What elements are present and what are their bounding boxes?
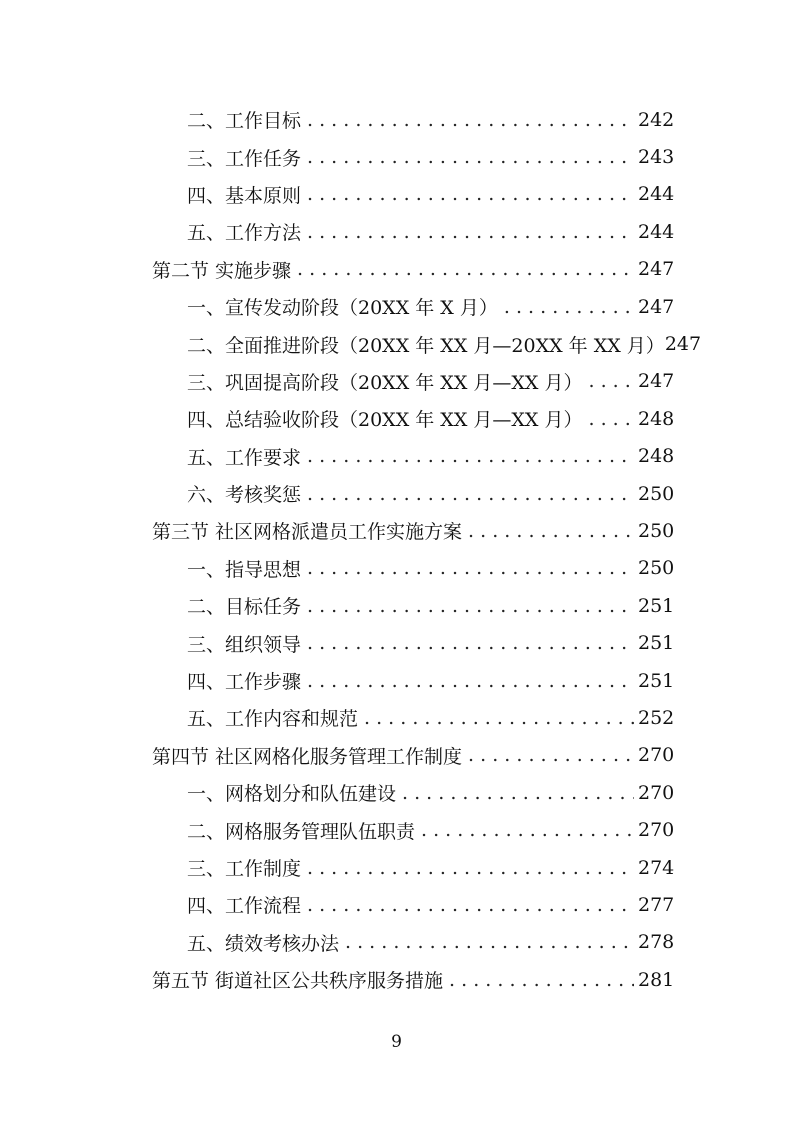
toc-entry[interactable] bbox=[0, 550, 793, 587]
toc-entry[interactable] bbox=[0, 176, 793, 213]
toc-entry-label: 第四节 社区网格化服务管理工作制度 bbox=[152, 745, 463, 768]
toc-dot-leader bbox=[307, 221, 634, 243]
toc-entry-label: 五、工作要求 bbox=[187, 446, 302, 469]
toc-entry[interactable] bbox=[0, 363, 793, 400]
toc-dot-leader bbox=[307, 146, 634, 168]
toc-dot-leader bbox=[297, 258, 634, 280]
toc-dot-leader bbox=[468, 744, 634, 766]
toc-entry-label: 一、指导思想 bbox=[187, 558, 302, 581]
toc-entry-page: 270 bbox=[638, 744, 675, 767]
toc-entry-page: 250 bbox=[638, 519, 675, 542]
toc-dot-leader bbox=[307, 857, 634, 879]
toc-dot-leader bbox=[449, 969, 634, 991]
toc-entry[interactable] bbox=[0, 288, 793, 325]
toc-entry-label: 第二节 实施步骤 bbox=[152, 259, 292, 282]
toc-dot-leader bbox=[589, 408, 635, 430]
toc-entry-page: 251 bbox=[638, 669, 675, 692]
toc-entry-label: 四、工作步骤 bbox=[187, 671, 302, 694]
toc-entry-label: 第三节 社区网格派遣员工作实施方案 bbox=[152, 521, 463, 544]
toc-entry-page: 252 bbox=[638, 706, 675, 729]
toc-dot-leader bbox=[307, 109, 634, 131]
toc-entry-label: 二、目标任务 bbox=[187, 596, 302, 619]
toc-entry[interactable] bbox=[0, 886, 793, 923]
toc-entry-page: 247 bbox=[664, 333, 702, 356]
toc-entry[interactable] bbox=[0, 400, 793, 437]
toc-entry-page: 251 bbox=[638, 594, 675, 617]
toc-entry-label: 六、考核奖惩 bbox=[187, 484, 302, 507]
toc-dot-leader bbox=[307, 632, 634, 654]
toc-entry[interactable] bbox=[0, 662, 793, 699]
toc-entry-page: 277 bbox=[638, 893, 675, 916]
toc-entry-page: 244 bbox=[638, 220, 675, 243]
toc-dot-leader bbox=[364, 707, 634, 729]
toc-entry-label: 三、巩固提高阶段（20XX 年 XX 月—XX 月） bbox=[187, 371, 583, 394]
toc-entry[interactable] bbox=[0, 475, 793, 512]
toc-entry[interactable] bbox=[0, 811, 793, 848]
toc-entry[interactable] bbox=[0, 325, 793, 362]
toc-entry-page: 278 bbox=[638, 931, 675, 954]
toc-dot-leader bbox=[504, 296, 634, 318]
toc-entry[interactable] bbox=[0, 101, 793, 138]
toc-entry[interactable] bbox=[0, 849, 793, 886]
toc-entry[interactable] bbox=[0, 699, 793, 736]
toc-dot-leader bbox=[307, 595, 634, 617]
toc-dot-leader bbox=[307, 183, 634, 205]
toc-entry-page: 248 bbox=[638, 407, 675, 430]
toc-dot-leader bbox=[421, 819, 634, 841]
toc-entry-page: 247 bbox=[638, 258, 675, 281]
toc-entry-label: 三、组织领导 bbox=[187, 633, 302, 656]
toc-entry-page: 247 bbox=[638, 295, 675, 318]
toc-entry-label: 一、宣传发动阶段（20XX 年 X 月） bbox=[187, 297, 498, 320]
toc-entry-page: 270 bbox=[638, 819, 675, 842]
toc-entry-page: 281 bbox=[638, 968, 675, 991]
toc-entry-label: 二、全面推进阶段（20XX 年 XX 月—20XX 年 XX 月） bbox=[187, 334, 665, 357]
toc-entry[interactable] bbox=[0, 924, 793, 961]
toc-entry-page: 243 bbox=[638, 146, 675, 169]
toc-entry-label: 三、工作任务 bbox=[187, 147, 302, 170]
toc-entry-label: 第五节 街道社区公共秩序服务措施 bbox=[152, 970, 444, 993]
toc-entry[interactable] bbox=[0, 213, 793, 250]
toc-entry-label: 四、工作流程 bbox=[187, 895, 302, 918]
toc-entry-page: 250 bbox=[638, 482, 675, 505]
page-number: 9 bbox=[391, 1032, 402, 1052]
toc-entry-label: 二、工作目标 bbox=[187, 110, 302, 133]
toc-entry-page: 244 bbox=[638, 183, 675, 206]
toc-section-entry[interactable] bbox=[0, 251, 793, 288]
toc-entry-label: 三、工作制度 bbox=[187, 858, 302, 880]
toc-dot-leader bbox=[468, 520, 634, 542]
toc-dot-leader bbox=[307, 894, 634, 916]
toc-dot-leader bbox=[345, 931, 634, 953]
toc-entry-page: 242 bbox=[638, 108, 675, 131]
toc-entry-page: 250 bbox=[638, 557, 675, 580]
toc-entry-page: 274 bbox=[638, 856, 675, 879]
toc-entry-label: 五、工作内容和规范 bbox=[187, 708, 359, 731]
toc-entry-label: 二、网格服务管理队伍职责 bbox=[187, 820, 416, 843]
toc-entry-label: 一、网格划分和队伍建设 bbox=[187, 783, 397, 806]
toc-entry[interactable] bbox=[0, 587, 793, 624]
toc-dot-leader bbox=[402, 782, 634, 804]
toc-dot-leader bbox=[307, 557, 634, 579]
toc-entry-label: 四、总结验收阶段（20XX 年 XX 月—XX 月） bbox=[187, 409, 583, 432]
table-of-contents bbox=[0, 101, 793, 998]
toc-section-entry[interactable] bbox=[0, 512, 793, 549]
toc-entry-label: 五、工作方法 bbox=[187, 222, 302, 245]
toc-entry[interactable] bbox=[0, 138, 793, 175]
toc-entry-label: 四、基本原则 bbox=[187, 184, 302, 207]
toc-entry[interactable] bbox=[0, 438, 793, 475]
toc-entry[interactable] bbox=[0, 774, 793, 811]
toc-dot-leader bbox=[589, 370, 635, 392]
toc-dot-leader bbox=[307, 483, 634, 505]
toc-entry-label: 五、绩效考核办法 bbox=[187, 932, 340, 955]
toc-entry-page: 251 bbox=[638, 632, 675, 655]
toc-section-entry[interactable] bbox=[0, 961, 793, 998]
toc-entry-page: 270 bbox=[638, 781, 675, 804]
toc-dot-leader bbox=[307, 445, 634, 467]
toc-dot-leader bbox=[307, 670, 634, 692]
toc-entry-page: 247 bbox=[638, 370, 675, 393]
toc-entry[interactable] bbox=[0, 624, 793, 661]
toc-entry-page: 248 bbox=[638, 445, 675, 468]
toc-section-entry[interactable] bbox=[0, 737, 793, 774]
